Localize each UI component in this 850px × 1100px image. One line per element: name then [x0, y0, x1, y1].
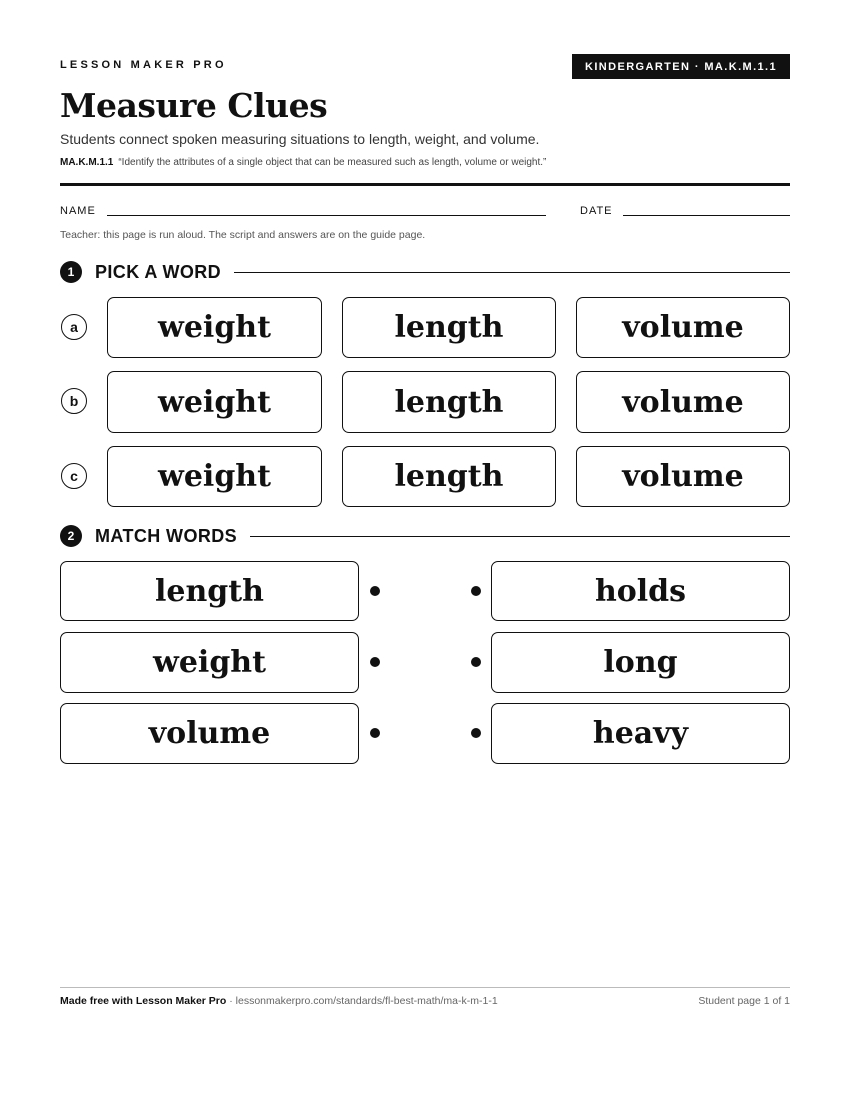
- footer-url-link[interactable]: lessonmakerpro.com/standards/fl-best-math/ma-k-m-1-1: [235, 995, 498, 1007]
- match-dot-left-3[interactable]: [370, 728, 380, 738]
- section-2-number: 2: [60, 525, 82, 547]
- section-2-rule: [250, 536, 790, 537]
- match-dot-right-2[interactable]: [471, 657, 481, 667]
- word-option-volume[interactable]: volume: [576, 297, 790, 358]
- match-left-length[interactable]: length: [60, 561, 359, 621]
- match-dot-left-1[interactable]: [370, 586, 380, 596]
- section-2-title: MATCH WORDS: [95, 525, 238, 546]
- standard-line: [60, 157, 546, 168]
- match-left-weight[interactable]: weight: [60, 632, 359, 693]
- match-dot-left-2[interactable]: [370, 657, 380, 667]
- name-label: NAME: [60, 205, 96, 217]
- page-subtitle: Students connect spoken measuring situations to length, weight, and volume.: [60, 131, 540, 147]
- section-1-title: PICK A WORD: [95, 261, 222, 282]
- footer-divider: [60, 987, 790, 988]
- word-option-weight[interactable]: weight: [107, 297, 322, 358]
- date-label: DATE: [580, 205, 613, 217]
- section-2-header: [60, 524, 790, 548]
- teacher-note: Teacher: this page is run aloud. The script and answers are on the guide page.: [60, 229, 426, 241]
- row-letter-c: c: [61, 463, 87, 489]
- match-left-volume[interactable]: volume: [60, 703, 359, 764]
- row-letter-a: a: [61, 314, 87, 340]
- standard-code: MA.K.M.1.1: [60, 157, 114, 168]
- section-1-rule: [234, 272, 790, 273]
- header-divider: [60, 183, 790, 186]
- match-right-holds[interactable]: holds: [491, 561, 790, 621]
- footer-made-with: Made free with Lesson Maker Pro: [60, 995, 227, 1007]
- section-1-header: [60, 260, 790, 284]
- page-title: Measure Clues: [60, 86, 328, 125]
- word-option-length[interactable]: length: [342, 371, 556, 433]
- date-field[interactable]: [623, 215, 790, 216]
- match-right-long[interactable]: long: [491, 632, 790, 693]
- word-option-weight[interactable]: weight: [107, 446, 322, 507]
- footer-separator: ·: [226, 995, 236, 1007]
- match-right-heavy[interactable]: heavy: [491, 703, 790, 764]
- name-field[interactable]: [107, 215, 546, 216]
- footer-credit: [60, 995, 498, 1007]
- brand-label: LESSON MAKER PRO: [60, 59, 227, 71]
- word-option-length[interactable]: length: [342, 446, 556, 507]
- word-option-volume[interactable]: volume: [576, 371, 790, 433]
- word-option-weight[interactable]: weight: [107, 371, 322, 433]
- match-dot-right-1[interactable]: [471, 586, 481, 596]
- section-1-number: 1: [60, 261, 82, 283]
- word-option-volume[interactable]: volume: [576, 446, 790, 507]
- footer-page-number: Student page 1 of 1: [698, 995, 790, 1007]
- standard-text: “Identify the attributes of a single object that can be measured such as length, volume or weight.”: [118, 157, 547, 168]
- word-option-length[interactable]: length: [342, 297, 556, 358]
- match-dot-right-3[interactable]: [471, 728, 481, 738]
- grade-badge: KINDERGARTEN · MA.K.M.1.1: [572, 54, 790, 79]
- row-letter-b: b: [61, 388, 87, 414]
